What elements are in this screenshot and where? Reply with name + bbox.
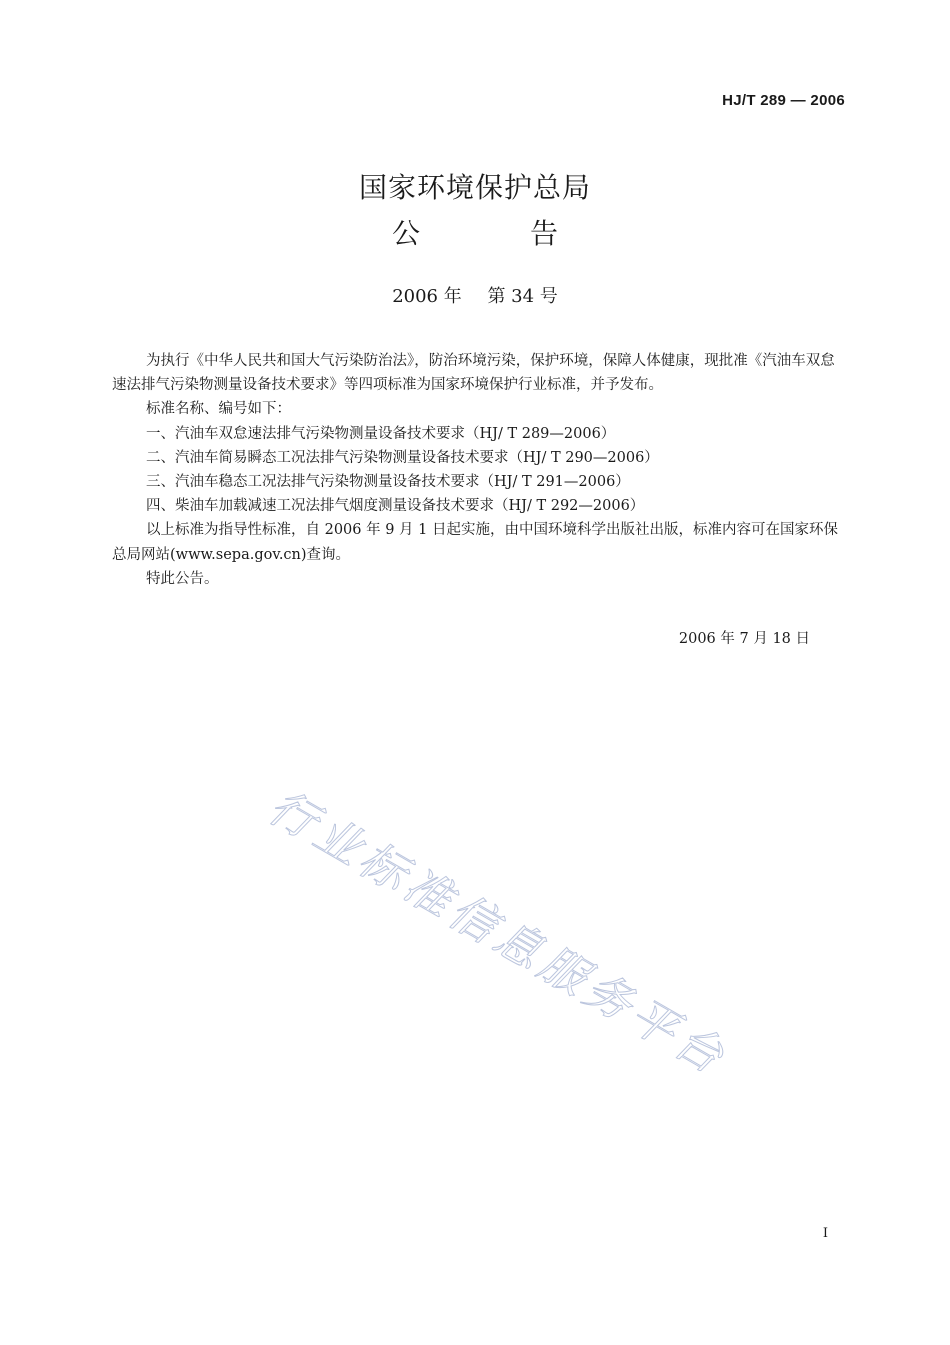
- notice-title: 公告: [391, 217, 668, 250]
- standard-item: 二、汽油车简易瞬态工况法排气污染物测量设备技术要求（HJ/ T 290—2006）: [146, 449, 659, 466]
- standard-item: 四、柴油车加载减速工况法排气烟度测量设备技术要求（HJ/ T 292—2006）: [146, 498, 645, 515]
- paragraph-approval: 为执行《中华人民共和国大气污染防治法》，防治环境污染，保护环境，保障人体健康，现批准《汽油车双怠速法排气污染物测量设备技术要求》等四项标准为国家环境保护行业标准，并予发布。: [112, 353, 835, 394]
- paragraph-list-intro: 标准名称、编号如下：: [146, 401, 291, 418]
- notice-body: [112, 349, 846, 591]
- issue-date: 2006 年 7 月 18 日: [678, 631, 810, 647]
- paragraph-implementation: 以上标准为指导性标准，自 2006 年 9 月 1 日起实施，由中国环境科学出版社出版，标准内容可在国家环保总局网站(www.sepa.gov.cn)查询。: [112, 522, 839, 563]
- issue-year: 2006 年: [392, 286, 462, 307]
- paragraph-closing: 特此公告。: [146, 570, 219, 587]
- standard-item: 三、汽油车稳态工况法排气污染物测量设备技术要求（HJ/ T 291—2006）: [146, 474, 630, 491]
- agency-title: 国家环境保护总局: [358, 171, 591, 204]
- issue-line: [0, 282, 950, 308]
- standard-code: HJ/T 289 — 2006: [722, 92, 845, 109]
- watermark-text: 行业标准信息服务平台: [259, 779, 738, 1086]
- page-number: I: [822, 1226, 828, 1241]
- standard-item: 一、汽油车双怠速法排气污染物测量设备技术要求（HJ/ T 289—2006）: [146, 425, 616, 442]
- issue-number: 第 34 号: [487, 286, 558, 307]
